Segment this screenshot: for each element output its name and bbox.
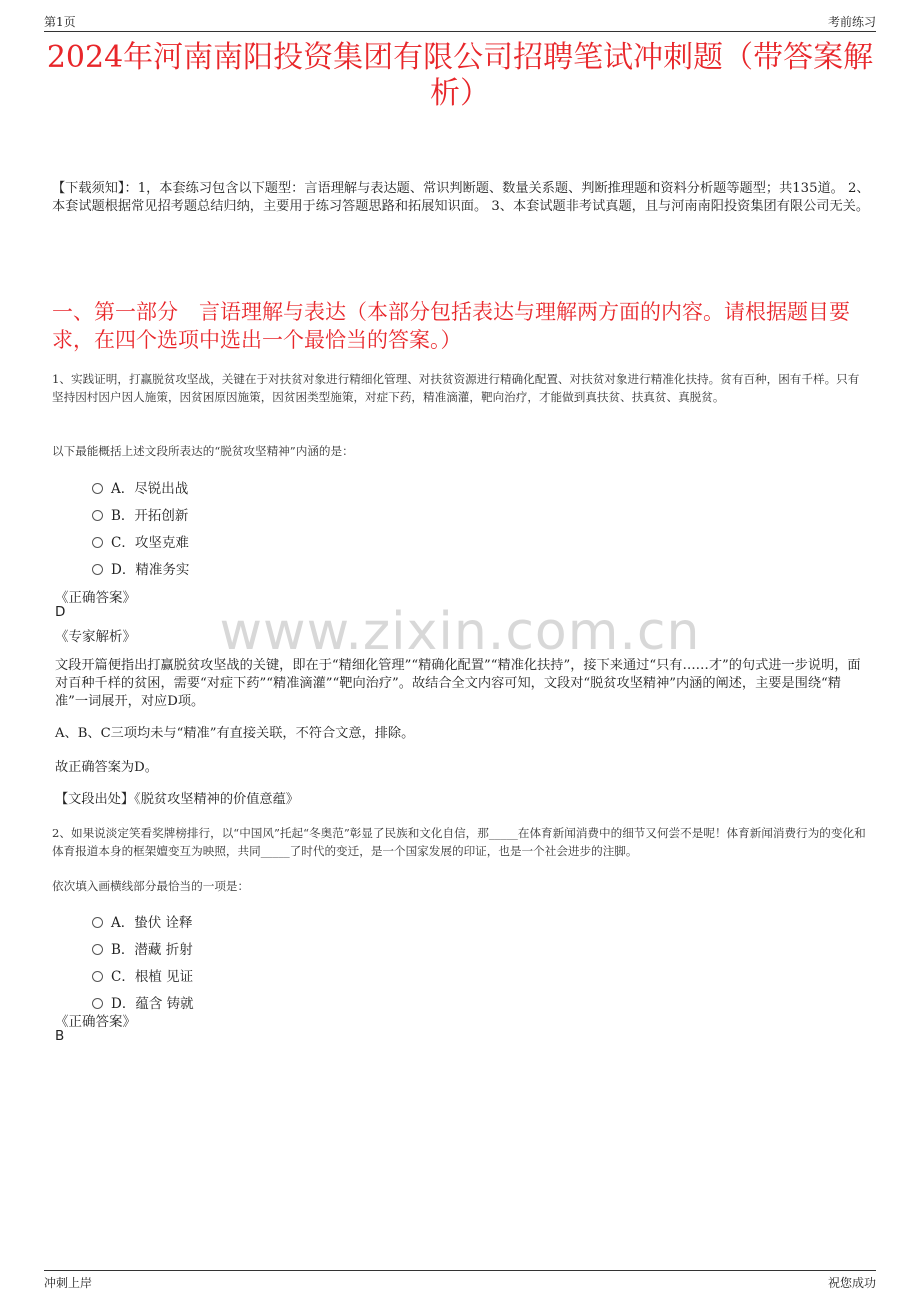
radio-icon[interactable] <box>92 998 103 1009</box>
radio-icon[interactable] <box>92 944 103 955</box>
watermark: www.zixin.com.cn <box>219 602 701 662</box>
radio-icon[interactable] <box>92 917 103 928</box>
question-2-answer-label: 《正确答案》 <box>55 1014 136 1030</box>
option-label: D．蕴含 铸就 <box>111 996 194 1012</box>
page-number: 第1页 <box>44 15 76 29</box>
question-1-answer-label: 《正确答案》 <box>55 590 136 606</box>
document-title: 2024年河南南阳投资集团有限公司招聘笔试冲刺题（带答案解析） <box>46 40 874 111</box>
question-1-answer: D <box>55 604 66 620</box>
question-1-option-c[interactable] <box>92 531 189 551</box>
question-1-conclusion: 故正确答案为D。 <box>55 760 158 775</box>
question-1-analysis: 文段开篇便指出打赢脱贫攻坚战的关键，即在于“精细化管理”“精确化配置”“精准化扶持”，接下来通过“只有……才”的句式进一步说明，面对百种千样的贫困，需要“对症下药”“精准滴灌”“靶向治疗”。故结合全文内容可知，文段对“脱贫攻坚精神”内涵的阐述，主要是围绕“精准”一词展开，对应D项。 <box>55 658 861 709</box>
question-2-option-b[interactable] <box>92 938 193 958</box>
question-2-answer: B <box>55 1028 65 1044</box>
option-label: C．攻坚克难 <box>111 535 189 551</box>
question-1-stem: 以下最能概括上述文段所表达的“脱贫攻坚精神”内涵的是： <box>52 444 354 458</box>
radio-icon[interactable] <box>92 510 103 521</box>
option-label: C．根植 见证 <box>111 969 194 985</box>
section-heading: 一、第一部分 言语理解与表达（本部分包括表达与理解两方面的内容。请根据题目要求，在四个选项中选出一个最恰当的答案。） <box>52 300 850 352</box>
page-footer <box>44 1270 876 1290</box>
footer-left-text: 冲刺上岸 <box>44 1276 93 1290</box>
question-1-source: 【文段出处】《脱贫攻坚精神的价值意蕴》 <box>55 792 299 807</box>
option-label: B．开拓创新 <box>111 508 189 524</box>
page-header <box>44 12 876 32</box>
radio-icon[interactable] <box>92 564 103 575</box>
question-1-option-b[interactable] <box>92 504 188 524</box>
option-label: A．尽锐出战 <box>111 481 189 497</box>
question-2-text: 2、如果说淡定笑看奖牌榜排行，以“中国风”托起“冬奥范”彰显了民族和文化自信，那_____在体育新闻消费中的细节又何尝不是呢！体育新闻消费行为的变化和体育报道本身的框架嬗变互为映照，共同_____了时代的变迁，是一个国家发展的印证，也是一个社会进步的注脚。 <box>52 826 866 858</box>
question-1-option-d[interactable] <box>92 558 189 578</box>
question-2-option-d[interactable] <box>92 992 194 1012</box>
option-label: A．蛰伏 诠释 <box>111 915 193 931</box>
question-2-option-c[interactable] <box>92 965 193 985</box>
radio-icon[interactable] <box>92 971 103 982</box>
footer-right-text: 祝您成功 <box>827 1276 876 1290</box>
download-notice: 【下载须知】：1，本套练习包含以下题型：言语理解与表达题、常识判断题、数量关系题、判断推理题和资料分析题等题型；共135道。 2、本套试题根据常见招考题总结归纳，主要用于练习答题思路和拓展知识面。 3、本套试题非考试真题，且与河南南阳投资集团有限公司无关。 <box>52 181 870 214</box>
header-tag: 考前练习 <box>827 15 876 29</box>
question-1-analysis-label: 《专家解析》 <box>55 629 136 645</box>
radio-icon[interactable] <box>92 483 103 494</box>
question-1-option-a[interactable] <box>92 477 188 497</box>
radio-icon[interactable] <box>92 537 103 548</box>
question-1-text: 1、实践证明，打赢脱贫攻坚战，关键在于对扶贫对象进行精细化管理、对扶贫资源进行精确化配置、对扶贫对象进行精准化扶持。贫有百种，困有千样。只有坚持因村因户因人施策，因贫困原因施策，因贫困类型施策，对症下药，精准滴灌，靶向治疗，才能做到真扶贫、扶真贫、真脱贫。 <box>52 372 860 404</box>
question-1-analysis-exclusion: A、B、C三项均未与“精准”有直接关联，不符合文意，排除。 <box>55 726 415 741</box>
question-2-option-a[interactable] <box>92 911 193 931</box>
option-label: B．潜藏 折射 <box>111 942 193 958</box>
question-2-stem: 依次填入画横线部分最恰当的一项是： <box>52 879 250 893</box>
option-label: D．精准务实 <box>111 562 190 578</box>
